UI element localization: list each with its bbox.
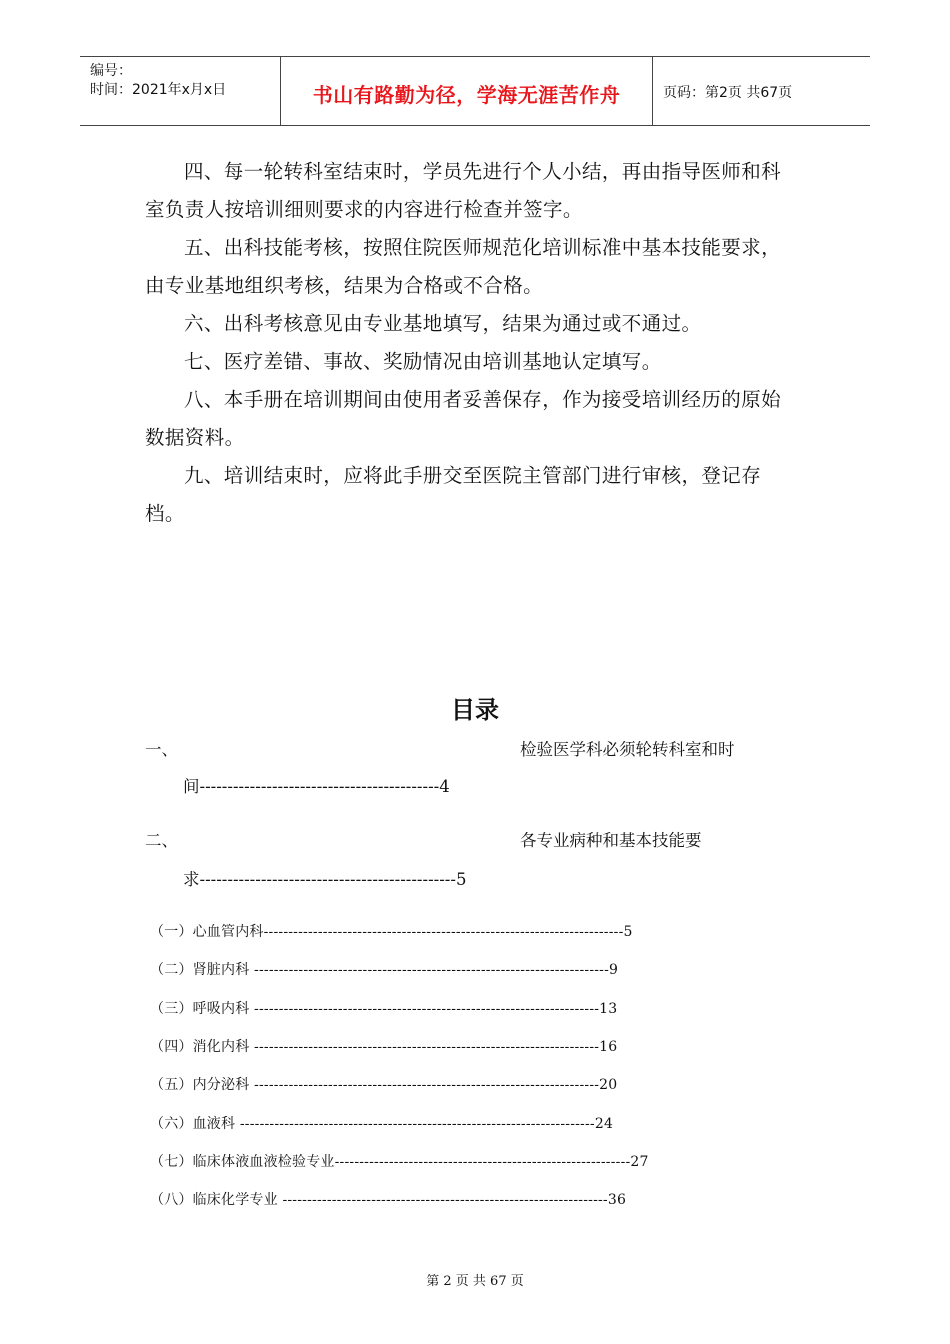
toc-entry-1-number: 一、 bbox=[145, 740, 178, 759]
toc-entry-2-number: 二、 bbox=[145, 831, 178, 850]
header-motto-cell bbox=[280, 57, 653, 125]
toc-title: 目录 bbox=[451, 696, 499, 724]
header-meta-cell bbox=[80, 57, 280, 125]
toc-sub-entry[interactable]: （一）心血管内科-------------------------------------------------------------------------5 bbox=[150, 924, 633, 940]
toc-sub-entry[interactable]: （二）肾脏内科 ------------------------------------------------------------------------9 bbox=[150, 962, 619, 978]
header-motto: 书山有路勤为径，学海无涯苦作舟 bbox=[312, 83, 621, 107]
document-number-label: 编号： bbox=[90, 63, 132, 79]
paragraph-9: 九、培训结束时，应将此手册交至医院主管部门进行审核，登记存档。 bbox=[145, 464, 762, 525]
paragraph-7: 七、医疗差错、事故、奖励情况由培训基地认定填写。 bbox=[184, 350, 662, 373]
paragraph-5: 五、出科技能考核，按照住院医师规范化培训标准中基本技能要求，由专业基地组织考核，结果为合格或不合格。 bbox=[145, 236, 782, 297]
page-footer: 第 2 页 共 67 页 bbox=[426, 1274, 524, 1289]
header-page-cell bbox=[653, 57, 870, 125]
toc-sub-entry[interactable]: （三）呼吸内科 ----------------------------------------------------------------------13 bbox=[150, 1001, 618, 1017]
document-time-label: 时间：2021年x月x日 bbox=[90, 82, 227, 98]
toc-entry-2-continuation[interactable]: 求----------------------------------------------5 bbox=[183, 870, 467, 889]
toc-sub-entry[interactable]: （六）血液科 ------------------------------------------------------------------------24 bbox=[150, 1116, 614, 1132]
toc-entry-1-title[interactable]: 检验医学科必须轮转科室和时 bbox=[520, 740, 735, 759]
toc-sub-entry[interactable]: （五）内分泌科 ----------------------------------------------------------------------20 bbox=[150, 1077, 618, 1093]
page-header bbox=[80, 56, 870, 126]
toc-entry-1-continuation[interactable]: 间-------------------------------------------4 bbox=[183, 777, 450, 796]
paragraph-4: 四、每一轮转科室结束时，学员先进行个人小结，再由指导医师和科室负责人按培训细则要求的内容进行检查并签字。 bbox=[145, 160, 782, 221]
paragraph-6: 六、出科考核意见由专业基地填写，结果为通过或不通过。 bbox=[184, 312, 702, 335]
toc-entry-2-title[interactable]: 各专业病种和基本技能要 bbox=[520, 831, 702, 850]
paragraph-8: 八、本手册在培训期间由使用者妥善保存，作为接受培训经历的原始数据资料。 bbox=[145, 388, 782, 449]
toc-sub-entry[interactable]: （四）消化内科 ----------------------------------------------------------------------16 bbox=[150, 1039, 618, 1055]
toc-sub-entry[interactable]: （八）临床化学专业 ------------------------------------------------------------------36 bbox=[150, 1192, 627, 1208]
toc-sub-entry[interactable]: （七）临床体液血液检验专业------------------------------------------------------------27 bbox=[150, 1154, 649, 1170]
header-page-number: 页码：第2页 共67页 bbox=[663, 85, 793, 101]
